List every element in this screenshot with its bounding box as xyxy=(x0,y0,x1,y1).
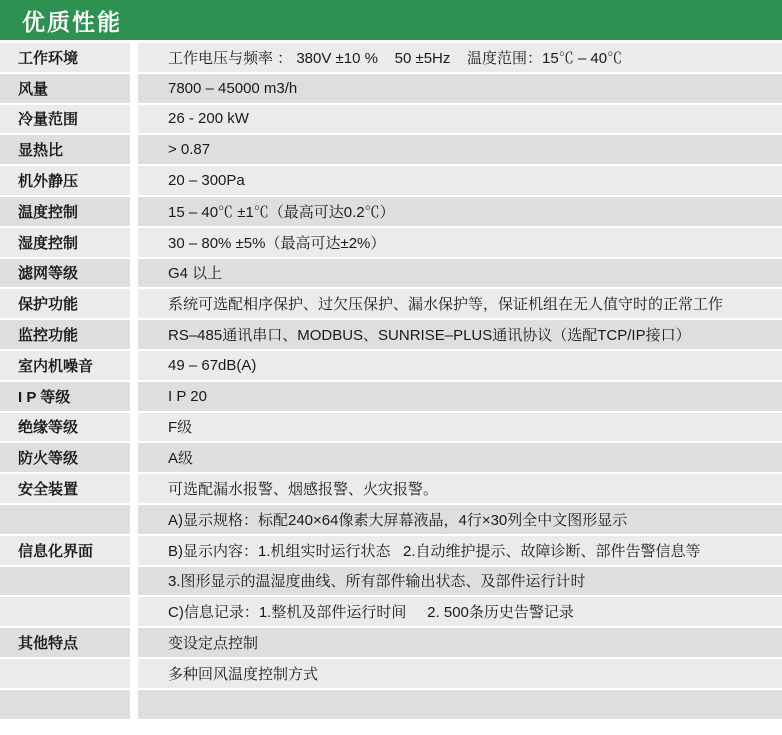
row-value: A级 xyxy=(138,443,782,472)
table-row xyxy=(0,505,782,534)
table-row xyxy=(0,259,782,288)
row-value: 变设定点控制 xyxy=(138,628,782,657)
row-label xyxy=(0,567,130,596)
row-label: 冷量范围 xyxy=(0,105,130,134)
table-row xyxy=(0,74,782,103)
row-value: 可选配漏水报警、烟感报警、火灾报警。 xyxy=(138,474,782,503)
row-value: 7800 – 45000 m3/h xyxy=(138,74,782,103)
table-row xyxy=(0,567,782,596)
table-row xyxy=(0,474,782,503)
spec-table xyxy=(0,43,782,719)
table-row xyxy=(0,413,782,442)
row-value: 系统可选配相序保护、过欠压保护、漏水保护等，保证机组在无人值守时的正常工作 xyxy=(138,289,782,318)
row-value: A)显示规格：标配240×64像素大屏幕液晶，4行×30列全中文图形显示 xyxy=(138,505,782,534)
table-row xyxy=(0,166,782,195)
row-label: 温度控制 xyxy=(0,197,130,226)
table-row xyxy=(0,690,782,719)
row-value: 26 - 200 kW xyxy=(138,105,782,134)
row-value: G4 以上 xyxy=(138,259,782,288)
row-label: 风量 xyxy=(0,74,130,103)
row-label: I P 等级 xyxy=(0,382,130,411)
row-label xyxy=(0,505,130,534)
row-value: F级 xyxy=(138,413,782,442)
table-row xyxy=(0,197,782,226)
row-label: 防火等级 xyxy=(0,443,130,472)
row-label: 机外静压 xyxy=(0,166,130,195)
row-value: 工作电压与频率 ： 380V ±10 % 50 ±5Hz 温度范围：15℃ – 40℃ xyxy=(138,43,782,72)
section-header xyxy=(0,0,782,40)
section-title: 优质性能 xyxy=(22,8,122,35)
table-row xyxy=(0,289,782,318)
row-value: C)信息记录：1.整机及部件运行时间 2. 500条历史告警记录 xyxy=(138,597,782,626)
row-label: 保护功能 xyxy=(0,289,130,318)
row-value: 20 – 300Pa xyxy=(138,166,782,195)
table-row xyxy=(0,351,782,380)
table-row xyxy=(0,536,782,565)
row-label xyxy=(0,597,130,626)
row-value: 49 – 67dB(A) xyxy=(138,351,782,380)
row-value: B)显示内容：1.机组实时运行状态 2.自动维护提示、故障诊断、部件告警信息等 xyxy=(138,536,782,565)
row-label: 绝缘等级 xyxy=(0,413,130,442)
row-label xyxy=(0,690,130,719)
row-value xyxy=(138,690,782,719)
table-row xyxy=(0,43,782,72)
table-row xyxy=(0,228,782,257)
table-row xyxy=(0,320,782,349)
row-value: 30 – 80% ±5%（最高可达±2%） xyxy=(138,228,782,257)
row-value: 3.图形显示的温湿度曲线、所有部件输出状态、及部件运行计时 xyxy=(138,567,782,596)
table-row xyxy=(0,135,782,164)
row-label: 其他特点 xyxy=(0,628,130,657)
row-label xyxy=(0,659,130,688)
row-label: 显热比 xyxy=(0,135,130,164)
table-row xyxy=(0,443,782,472)
table-row xyxy=(0,105,782,134)
row-value: RS–485通讯串口、MODBUS、SUNRISE–PLUS通讯协议（选配TCP/IP接口） xyxy=(138,320,782,349)
row-value: > 0.87 xyxy=(138,135,782,164)
row-label: 信息化界面 xyxy=(0,536,130,565)
row-label: 监控功能 xyxy=(0,320,130,349)
table-row xyxy=(0,659,782,688)
row-label: 湿度控制 xyxy=(0,228,130,257)
table-row xyxy=(0,597,782,626)
row-value: 15 – 40℃ ±1℃（最高可达0.2℃） xyxy=(138,197,782,226)
table-row xyxy=(0,628,782,657)
row-label: 滤网等级 xyxy=(0,259,130,288)
row-label: 安全装置 xyxy=(0,474,130,503)
table-row xyxy=(0,382,782,411)
row-value: I P 20 xyxy=(138,382,782,411)
row-value: 多种回风温度控制方式 xyxy=(138,659,782,688)
row-label: 工作环境 xyxy=(0,43,130,72)
row-label: 室内机噪音 xyxy=(0,351,130,380)
